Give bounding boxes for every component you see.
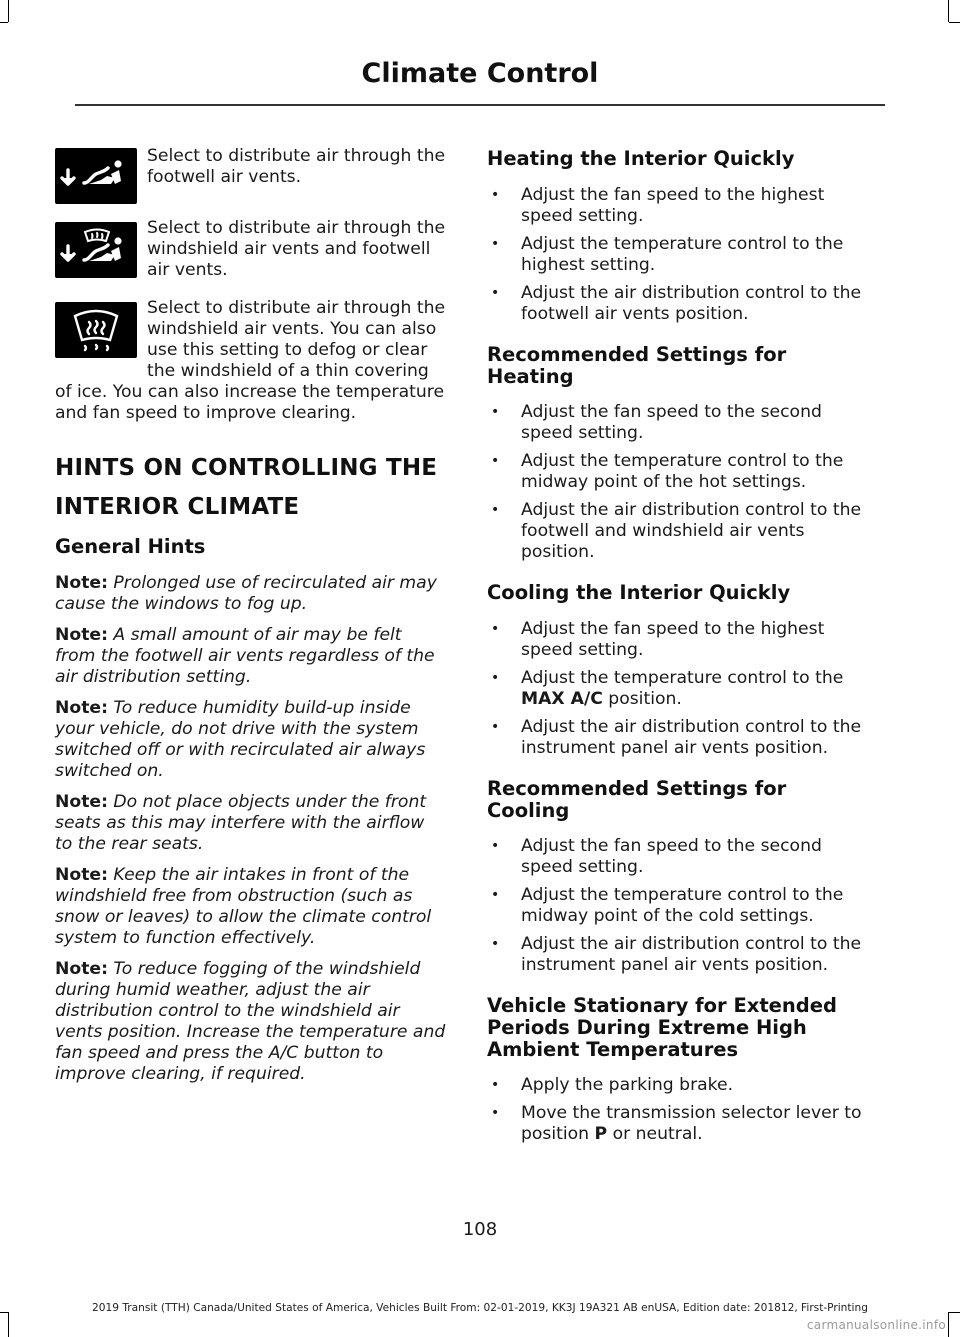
section-title bbox=[55, 454, 447, 522]
icon-item-text: Select to distribute air through the windshield air vents. You can also use this setting to defog or clear the windshield of a thin covering of ice. You can also increase the temperature and fan speed to improve clearing. bbox=[55, 298, 446, 423]
left-column bbox=[55, 146, 447, 1085]
list-item bbox=[487, 1103, 879, 1145]
note-text: Do not place objects under the front seats as this may interfere with the airflow to the rear seats. bbox=[55, 792, 427, 854]
list-item: • Adjust the fan speed to the second speed setting. bbox=[487, 836, 879, 878]
icon-item-text: Select to distribute air through the footwell air vents. bbox=[147, 146, 446, 187]
note-paragraph bbox=[55, 573, 447, 615]
icon-item-footwell bbox=[55, 146, 447, 206]
note-paragraph bbox=[55, 792, 447, 855]
cooling-rec-title bbox=[487, 778, 879, 822]
list-item: • Adjust the air distribution control to the instrument panel air vents position. bbox=[487, 717, 879, 759]
heating-quick-title: Heating the Interior Quickly bbox=[487, 147, 795, 170]
list-item: • Adjust the air distribution control to the footwell and windshield air vents position. bbox=[487, 500, 879, 563]
note-label: Note: bbox=[55, 698, 108, 718]
list-item-text: Adjust the temperature control to the bbox=[521, 668, 844, 688]
heating-quick-list bbox=[487, 185, 879, 325]
page-header-title: Climate Control bbox=[361, 58, 599, 89]
stationary-list bbox=[487, 1075, 879, 1145]
list-item: • Adjust the fan speed to the highest speed setting. bbox=[487, 619, 879, 661]
list-item-text: position. bbox=[602, 689, 682, 709]
title-line: Cooling bbox=[487, 799, 570, 822]
note-label: Note: bbox=[55, 625, 108, 645]
list-item: • Adjust the fan speed to the highest speed setting. bbox=[487, 185, 879, 227]
footer-edition-text: 2019 Transit (TTH) Canada/United States of America, Vehicles Built From: 02-01-2019, KK3J 19A321 AB enUSA, Edition date: 201812, First-Printing bbox=[92, 1302, 868, 1314]
general-hints-title: General Hints bbox=[55, 535, 206, 558]
note-label: Note: bbox=[55, 959, 108, 979]
cooling-rec-list bbox=[487, 836, 879, 976]
list-item-text: Move the transmission selector lever to position bbox=[521, 1103, 862, 1144]
note-text: A small amount of air may be felt from the footwell air vents regardless of the air distribution setting. bbox=[55, 625, 435, 687]
list-item: • Adjust the fan speed to the second speed setting. bbox=[487, 402, 879, 444]
crop-mark-bottom-left-v bbox=[8, 1312, 9, 1337]
title-line: Recommended Settings for bbox=[487, 343, 787, 366]
note-paragraph bbox=[55, 959, 447, 1085]
watermark: carmanualsonline.info bbox=[806, 1318, 946, 1332]
footwell-vent-icon bbox=[55, 148, 137, 204]
note-label: Note: bbox=[55, 573, 108, 593]
header-rule bbox=[75, 104, 885, 106]
crop-mark-top-right-v bbox=[948, 0, 949, 22]
page-number: 108 bbox=[462, 1219, 498, 1240]
crop-mark-top-left-v bbox=[8, 0, 9, 22]
title-line: Recommended Settings for bbox=[487, 777, 787, 800]
note-label: Note: bbox=[55, 865, 108, 885]
note-text: Prolonged use of recirculated air may cause the windows to fog up. bbox=[55, 573, 437, 614]
note-paragraph bbox=[55, 698, 447, 782]
icon-item-windshield-defrost bbox=[55, 298, 447, 424]
section-title-line: INTERIOR CLIMATE bbox=[55, 494, 300, 520]
list-item: • Apply the parking brake. bbox=[487, 1075, 879, 1096]
windshield-defrost-icon bbox=[55, 302, 137, 358]
note-label: Note: bbox=[55, 792, 108, 812]
heating-rec-title bbox=[487, 344, 879, 388]
stationary-title bbox=[487, 995, 879, 1061]
list-item: • Adjust the temperature control to the midway point of the hot settings. bbox=[487, 451, 879, 493]
list-item: • Adjust the temperature control to the highest setting. bbox=[487, 234, 879, 276]
list-item-text: or neutral. bbox=[607, 1124, 703, 1144]
list-item: • Adjust the temperature control to the midway point of the cold settings. bbox=[487, 885, 879, 927]
note-text: To reduce fogging of the windshield during humid weather, adjust the air distribution control to the windshield air vents position. Increase the temperature and fan speed and press the A/C button to improve clearing, if required. bbox=[55, 959, 446, 1084]
list-item: • Adjust the air distribution control to the footwell air vents position. bbox=[487, 283, 879, 325]
note-paragraph bbox=[55, 625, 447, 688]
crop-mark-top-right-h bbox=[949, 22, 960, 23]
windshield-footwell-vent-icon bbox=[55, 222, 137, 278]
title-line: Ambient Temperatures bbox=[487, 1038, 739, 1061]
title-line: Vehicle Stationary for Extended bbox=[487, 994, 837, 1017]
crop-mark-top-left-h bbox=[0, 22, 8, 23]
list-item: • Adjust the air distribution control to the instrument panel air vents position. bbox=[487, 934, 879, 976]
title-line: Periods During Extreme High bbox=[487, 1016, 807, 1039]
max-ac-keyword: MAX A/C bbox=[521, 689, 603, 709]
icon-item-text: Select to distribute air through the windshield air vents and footwell air vents. bbox=[147, 218, 446, 280]
right-column bbox=[487, 148, 879, 1145]
crop-mark-bottom-right-v bbox=[948, 1312, 949, 1337]
section-title-line: HINTS ON CONTROLLING THE bbox=[55, 455, 438, 481]
note-text: Keep the air intakes in front of the windshield free from obstruction (such as snow or leaves) to allow the climate control system to function effectively. bbox=[55, 865, 432, 948]
icon-item-windshield-footwell bbox=[55, 218, 447, 284]
cooling-quick-title: Cooling the Interior Quickly bbox=[487, 581, 791, 604]
list-item bbox=[487, 668, 879, 710]
title-line: Heating bbox=[487, 365, 574, 388]
park-keyword: P bbox=[594, 1124, 608, 1144]
note-paragraph bbox=[55, 865, 447, 949]
heating-rec-list bbox=[487, 402, 879, 563]
cooling-quick-list bbox=[487, 619, 879, 759]
note-text: To reduce humidity build-up inside your vehicle, do not drive with the system switched off or with recirculated air always switched on. bbox=[55, 698, 426, 781]
